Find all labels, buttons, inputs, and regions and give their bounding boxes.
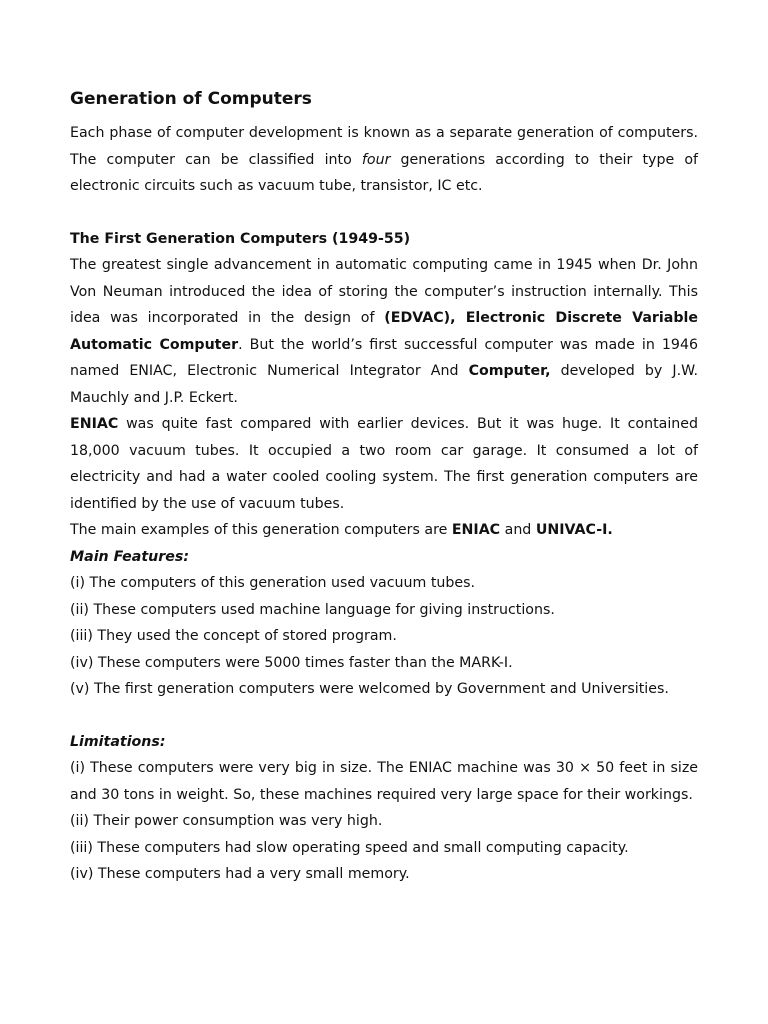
limitation-item: (ii) Their power consumption was very high.	[70, 813, 383, 829]
first-gen-paragraph-2	[70, 411, 698, 517]
p1-bold-1: (EDVAC), Electronic Discrete Variable Automatic Computer	[70, 310, 698, 353]
document-page	[70, 86, 698, 888]
p3-text-1: The main examples of this generation computers are	[70, 522, 452, 538]
p1-text-2: . But the world’s first successful computer was made in 1946 named ENIAC, Electronic Numerical Integrator And	[70, 336, 698, 379]
p1-text-1: The greatest single advancement in automatic computing came in 1945 when Dr. John Von Neuman introduced the idea of storing the computer’s instruction internally. This idea was incorporated in the design of	[70, 257, 698, 326]
intro-text-2: generations according to their type of electronic circuits such as vacuum tube, transistor, IC etc.	[70, 151, 698, 194]
limitation-item: (iii) These computers had slow operating speed and small computing capacity.	[70, 839, 629, 856]
feature-item: (iv) These computers were 5000 times faster than the MARK-I.	[70, 654, 513, 671]
intro-paragraph	[70, 120, 698, 200]
p2-bold-1: ENIAC	[70, 416, 119, 432]
feature-item: (iii) They used the concept of stored program.	[70, 628, 397, 644]
spacer	[70, 703, 698, 729]
intro-italic: four	[361, 151, 391, 168]
first-gen-heading: The First Generation Computers (1949-55)	[70, 230, 411, 247]
feature-item: (i) The computers of this generation used vacuum tubes.	[70, 575, 476, 591]
intro-text-1: Each phase of computer development is known as a separate generation of computers. The computer can be classified into	[70, 125, 698, 168]
first-gen-paragraph-3	[70, 517, 698, 544]
p3-bold-1: ENIAC	[451, 522, 501, 538]
limitations-heading: Limitations:	[70, 733, 166, 750]
p1-text-3: developed by J.W. Mauchly and J.P. Eckert.	[70, 363, 698, 406]
p3-text-2: and	[500, 522, 536, 538]
feature-item: (ii) These computers used machine language for giving instructions.	[70, 601, 555, 618]
spacer	[70, 200, 698, 226]
p1-bold-2: Computer,	[468, 363, 551, 379]
limitation-item: (iv) These computers had a very small memory.	[70, 866, 410, 882]
feature-item: (v) The first generation computers were welcomed by Government and Universities.	[70, 681, 669, 697]
page-title: Generation of Computers	[70, 89, 312, 109]
limitation-item: (i) These computers were very big in size. The ENIAC machine was 30 × 50 feet in size and 30 tons in weight. So, these machines required very large space for their workings.	[70, 760, 698, 803]
p2-text-1: was quite fast compared with earlier devices. But it was huge. It contained 18,000 vacuum tubes. It occupied a two room car garage. It consumed a lot of electricity and had a water cooled cooling system. The first generation computers are identified by the use of vacuum tubes.	[70, 416, 698, 512]
p3-bold-2: UNIVAC-I.	[535, 522, 613, 538]
features-heading: Main Features:	[70, 548, 189, 565]
first-gen-paragraph-1	[70, 252, 698, 411]
